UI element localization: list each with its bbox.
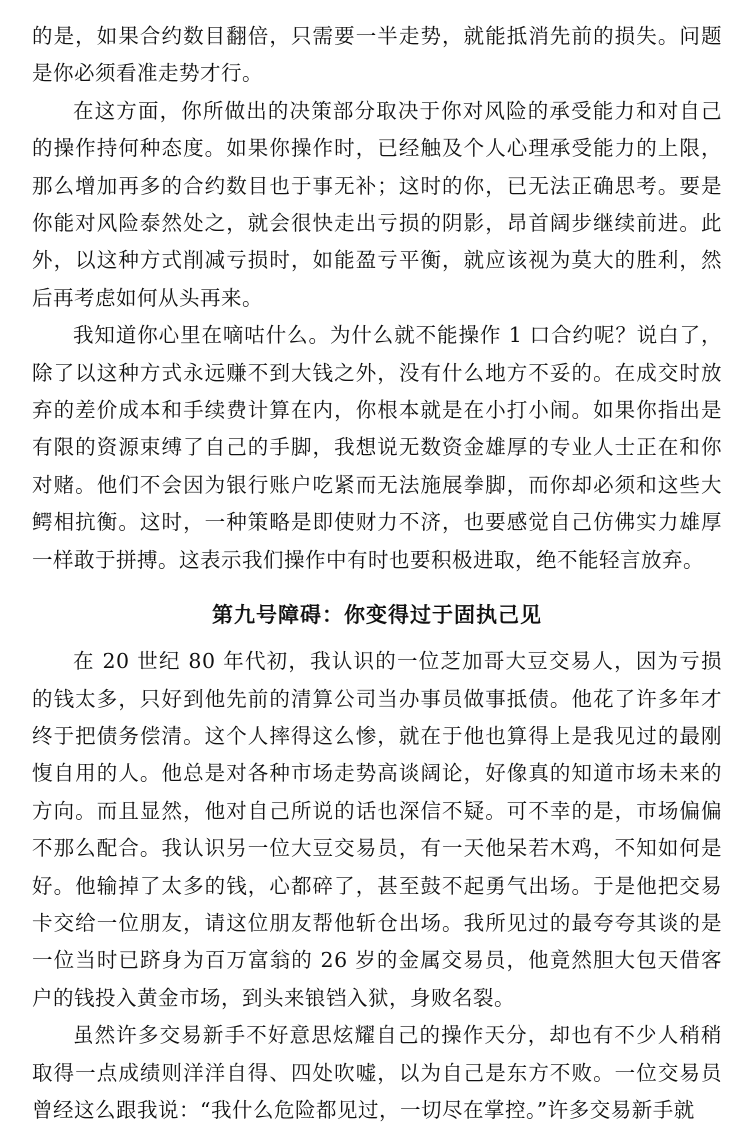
paragraph-one-contract: 我知道你心里在嘀咕什么。为什么就不能操作 1 口合约呢？说白了，除了以这种方式永远赚不到大钱之外，没有什么地方不妥的。在成交时放弃的差价成本和手续费计算在内，你根本就是在小打小闹。如果你指出是有限的资源束缚了自己的手脚，我想说无数资金雄厚的专业人士正在和你对赌。他们不会因为银行账户吃紧而无法施展拳脚，而你却必须和这些大鳄相抗衡。这时，一种策略是即使财力不济，也要感觉自己仿佛实力雄厚一样敢于拼搏。这表示我们操作中有时也要积极进取，绝不能轻言放弃。	[32, 323, 722, 572]
paragraph-continued: 的是，如果合约数目翻倍，只需要一半走势，就能抵消先前的损失。问题是你必须看准走势才行。	[32, 24, 722, 86]
paragraph-soybean-trader: 在 20 世纪 80 年代初，我认识的一位芝加哥大豆交易人，因为亏损的钱太多，只好到他先前的清算公司当办事员做事抵债。他花了许多年才终于把债务偿清。这个人摔得这么惨，就在于他也算得上是我见过的最刚愎自用的人。他总是对各种市场走势高谈阔论，好像真的知道市场未来的方向。而且显然，他对自己所说的话也深信不疑。可不幸的是，市场偏偏不那么配合。我认识另一位大豆交易员，有一天他呆若木鸡，不知如何是好。他输掉了太多的钱，心都碎了，甚至鼓不起勇气出场。于是他把交易卡交给一位朋友，请这位朋友帮他斩仓出场。我所见过的最夸夸其谈的是一位当时已跻身为百万富翁的 26 岁的金属交易员，他竟然胆大包天借客户的钱投入黄金市场，到头来锒铛入狱，身败名裂。	[32, 649, 722, 1010]
section-heading: 第九号障碍：你变得过于固执己见	[212, 603, 542, 628]
paragraph-novice-traders: 虽然许多交易新手不好意思炫耀自己的操作天分，却也有不少人稍稍取得一点成绩则洋洋自得、四处吹嘘，以为自己是东方不败。一位交易员曾经这么跟我说：“我什么危险都见过，一切尽在掌控。”许多交易新手就	[32, 1023, 722, 1122]
paragraph-risk-tolerance: 在这方面，你所做出的决策部分取决于你对风险的承受能力和对自己的操作持何种态度。如果你操作时，已经触及个人心理承受能力的上限，那么增加再多的合约数目也于事无补；这时的你，已无法正确思考。要是你能对风险泰然处之，就会很快走出亏损的阴影，昂首阔步继续前进。此外，以这种方式削减亏损时，如能盈亏平衡，就应该视为莫大的胜利，然后再考虑如何从头再来。	[32, 98, 722, 310]
